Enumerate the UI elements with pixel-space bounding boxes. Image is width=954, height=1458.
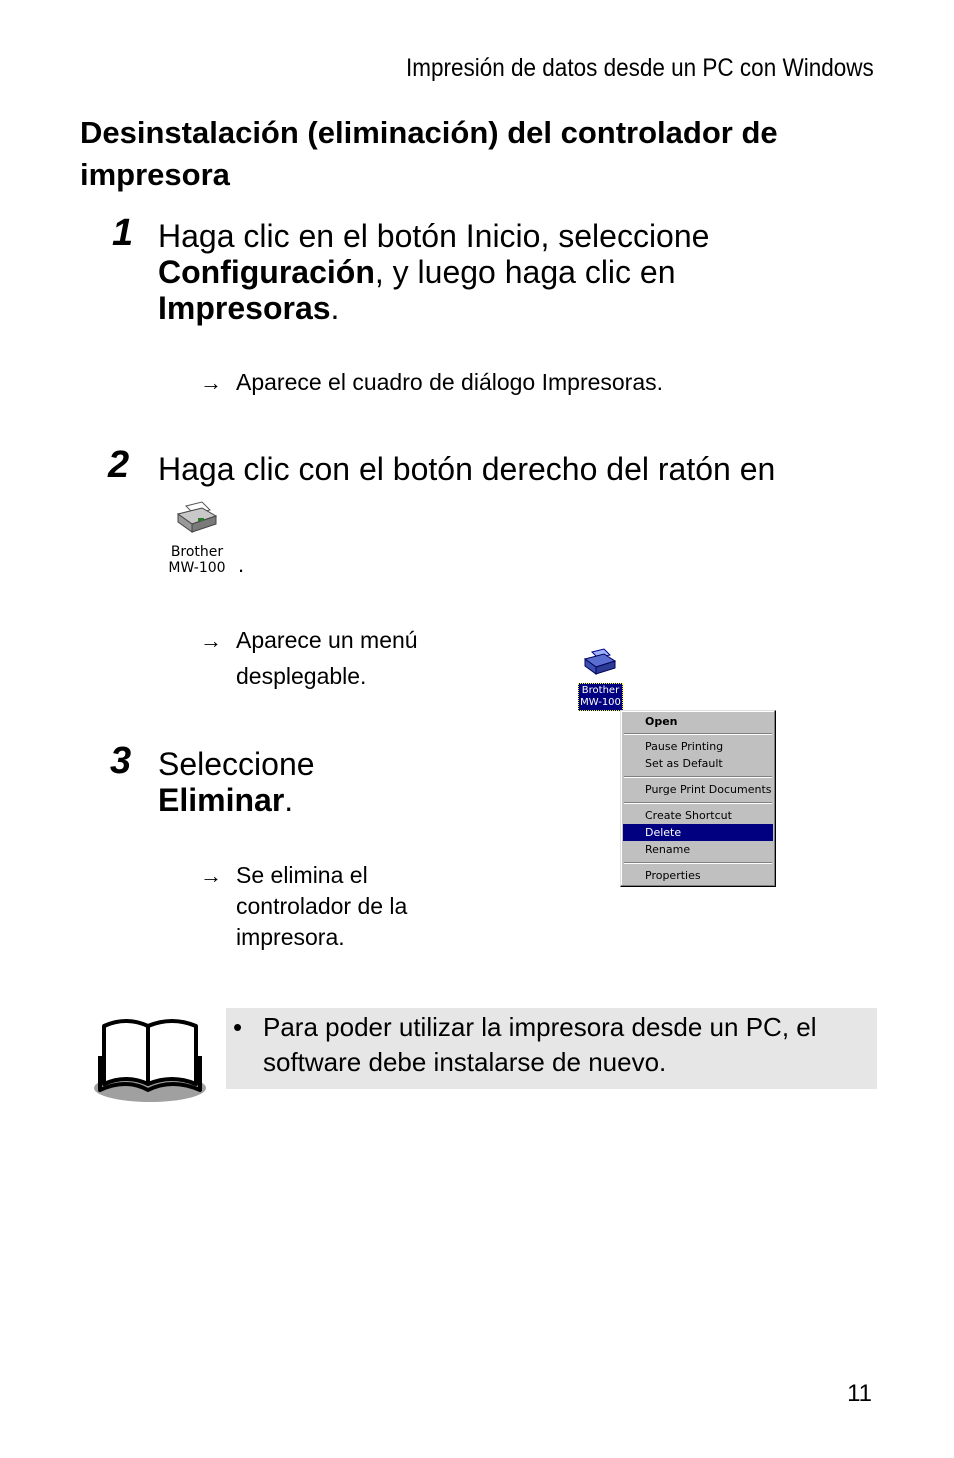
- step-3-result-line3: impresora.: [236, 924, 345, 950]
- selected-printer-label[interactable]: [578, 683, 623, 711]
- selected-label-line1: Brother: [581, 685, 620, 696]
- menu-separator: [624, 733, 772, 735]
- menu-item-set-as-default[interactable]: Set as Default: [645, 757, 723, 770]
- step-2-result: [236, 624, 418, 693]
- running-header: Impresión de datos desde un PC con Windows: [406, 54, 874, 82]
- context-menu[interactable]: [620, 710, 776, 887]
- step-1-line1: Haga clic en el botón Inicio, seleccione: [158, 218, 710, 254]
- book-note-icon: [92, 1014, 208, 1104]
- step-3-bold-eliminar: Eliminar: [158, 782, 285, 818]
- step-1-result: Aparece el cuadro de diálogo Impresoras.: [236, 369, 664, 395]
- step-3-line1: Seleccione: [158, 746, 315, 782]
- step-1-bold-impresoras: Impresoras: [158, 290, 331, 326]
- step-2-result-line2: desplegable.: [236, 663, 367, 689]
- step-3-result: [236, 860, 407, 953]
- step-2-trailing-period: .: [238, 552, 245, 577]
- menu-item-rename[interactable]: Rename: [645, 843, 691, 856]
- selected-label-line2: MW-100: [580, 697, 621, 708]
- menu-separator: [624, 862, 772, 864]
- result-arrow-icon: →: [200, 370, 222, 395]
- menu-separator: [624, 802, 772, 804]
- step-2-text: Haga clic con el botón derecho del ratón en: [158, 451, 776, 487]
- printer-label-line2: MW-100: [168, 560, 226, 576]
- menu-item-delete[interactable]: Delete: [623, 824, 773, 841]
- step-1-bold-configuracion: Configuración: [158, 254, 375, 290]
- step-1-number: 1: [112, 212, 134, 254]
- step-1-line2: , y luego haga clic en: [374, 254, 676, 290]
- printer-icon: [172, 500, 224, 536]
- printer-icon-label: [166, 544, 228, 576]
- menu-item-properties[interactable]: Properties: [645, 869, 701, 882]
- page-number: 11: [847, 1380, 872, 1407]
- menu-item-purge-print-documents[interactable]: Purge Print Documents: [645, 783, 772, 796]
- note-bullet: •: [233, 1012, 243, 1042]
- step-3-result-line2: controlador de la: [236, 893, 408, 919]
- printer-icon[interactable]: [582, 648, 618, 678]
- note-text: Para poder utilizar la impresora desde un PC, el software debe instalarse de nuevo.: [263, 1012, 817, 1077]
- step-1-end: .: [330, 290, 340, 326]
- menu-item-create-shortcut[interactable]: Create Shortcut: [645, 809, 732, 822]
- step-2-number: 2: [108, 444, 130, 486]
- result-arrow-icon: →: [200, 628, 222, 653]
- printer-label-line1: Brother: [170, 544, 224, 560]
- step-3-end: .: [284, 782, 294, 818]
- step-1-text: [158, 218, 878, 326]
- step-2-result-line1: Aparece un menú: [236, 627, 418, 653]
- menu-separator: [624, 776, 772, 778]
- result-arrow-icon: →: [200, 863, 222, 888]
- step-3-number: 3: [110, 740, 132, 782]
- menu-item-pause-printing[interactable]: Pause Printing: [645, 740, 724, 753]
- step-3-result-line1: Se elimina el: [236, 862, 368, 888]
- step-3-text: [158, 746, 315, 818]
- section-title: Desinstalación (eliminación) del controlador de impresora: [80, 115, 778, 192]
- menu-item-open[interactable]: Open: [645, 715, 678, 728]
